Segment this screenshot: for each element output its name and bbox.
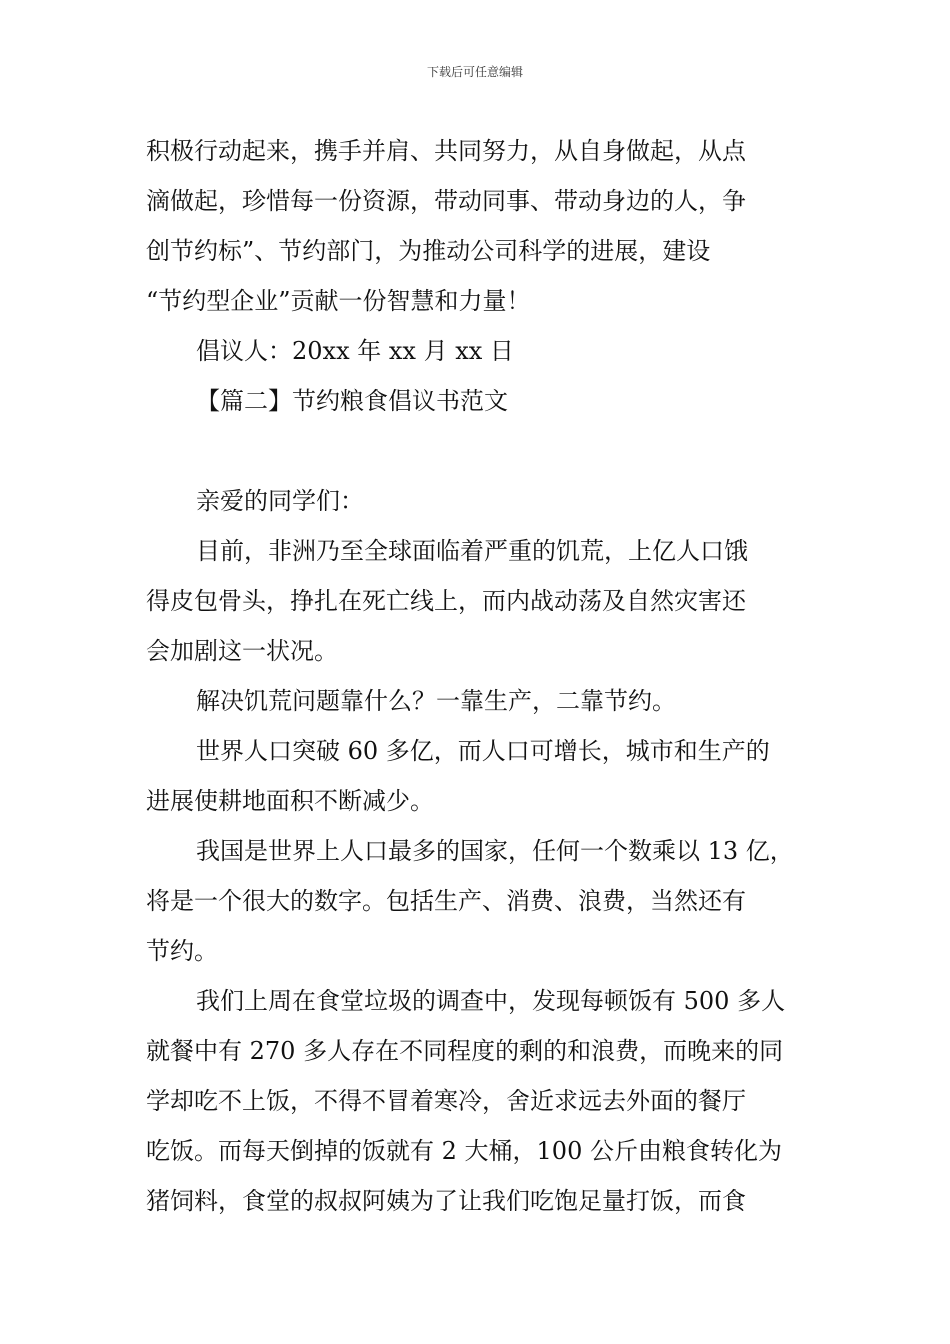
paragraph-line: 我国是世界上人口最多的国家，任何一个数乘以 13 亿， [196, 837, 794, 865]
paragraph-line: 进展使耕地面积不断减少。 [146, 787, 434, 815]
paragraph-line: 积极行动起来，携手并肩、共同努力，从自身做起，从点 [146, 137, 746, 165]
paragraph-line: 解决饥荒问题靠什么？一靠生产，二靠节约。 [196, 687, 676, 715]
paragraph-line: 吃饭。而每天倒掉的饭就有 2 大桶，100 公斤由粮食转化为 [146, 1137, 782, 1165]
paragraph-line: “节约型企业”贡献一份智慧和力量！ [146, 287, 531, 315]
salutation: 亲爱的同学们： [196, 487, 364, 515]
paragraph-line: 目前，非洲乃至全球面临着严重的饥荒，上亿人口饿 [196, 537, 748, 565]
paragraph-line: 猪饲料，食堂的叔叔阿姨为了让我们吃饱足量打饭，而食 [146, 1187, 746, 1215]
paragraph-line: 会加剧这一状况。 [146, 637, 338, 665]
blank-line [146, 426, 816, 476]
paragraph-line: 创节约标”、节约部门，为推动公司科学的进展，建设 [146, 237, 711, 265]
paragraph-line: 学却吃不上饭，不得不冒着寒冷，舍近求远去外面的餐厅 [146, 1087, 746, 1115]
paragraph-line: 节约。 [146, 937, 218, 965]
signature-line: 倡议人：20xx 年 xx 月 xx 日 [196, 337, 514, 365]
document-body [146, 126, 816, 1226]
paragraph-line: 我们上周在食堂垃圾的调查中，发现每顿饭有 500 多人 [196, 987, 786, 1015]
section-title: 【篇二】节约粮食倡议书范文 [196, 387, 508, 415]
paragraph-line: 滴做起，珍惜每一份资源，带动同事、带动身边的人，争 [146, 187, 746, 215]
paragraph-line: 世界人口突破 60 多亿，而人口可增长，城市和生产的 [196, 737, 770, 765]
paragraph-line: 得皮包骨头，挣扎在死亡线上，而内战动荡及自然灾害还 [146, 587, 746, 615]
page-header: 下载后可任意编辑 [426, 65, 523, 79]
paragraph-line: 将是一个很大的数字。包括生产、消费、浪费，当然还有 [146, 887, 746, 915]
paragraph-line: 就餐中有 270 多人存在不同程度的剩的和浪费，而晚来的同 [146, 1037, 784, 1065]
